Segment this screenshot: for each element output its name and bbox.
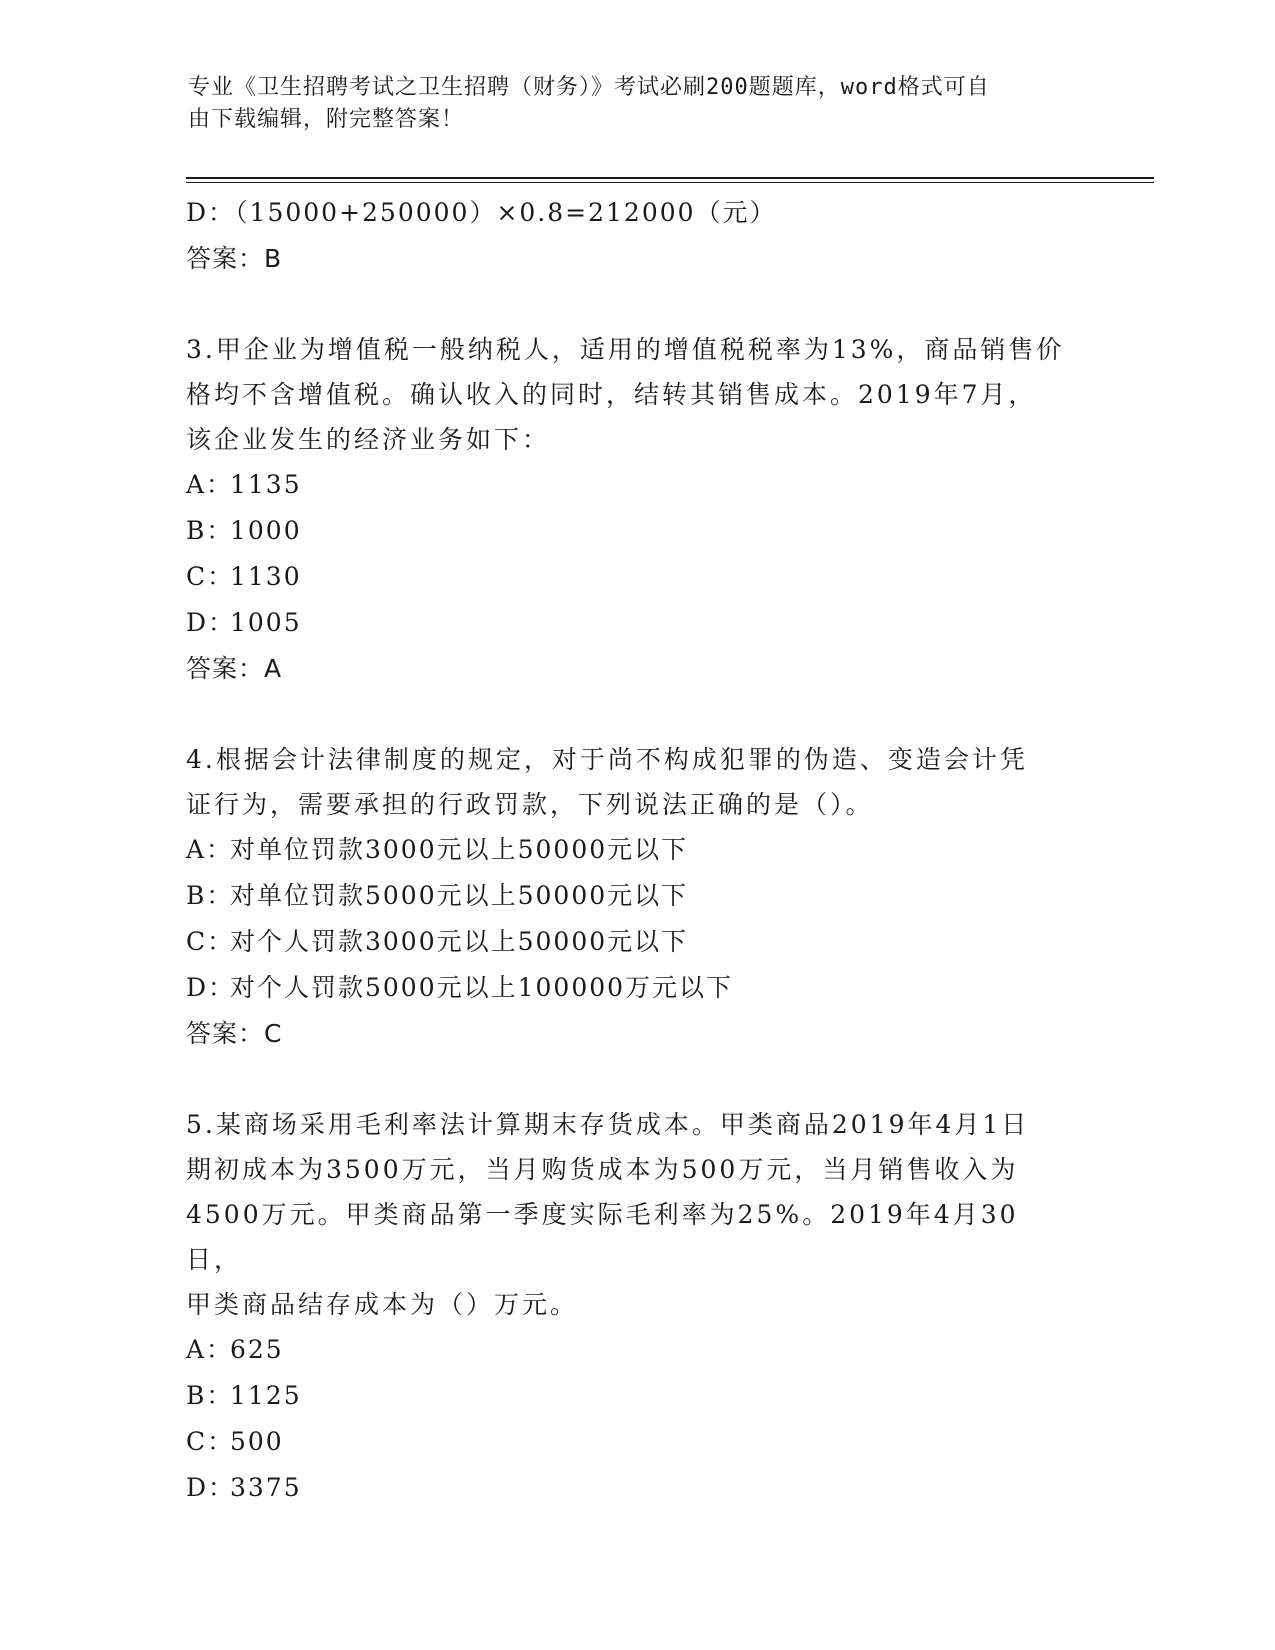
question-3	[186, 327, 1086, 692]
q3-stem-line-3: 该企业发生的经济业务如下：	[186, 425, 551, 454]
q4-stem-line-1: 4.根据会计法律制度的规定，对于尚不构成犯罪的伪造、变造会计凭	[186, 745, 1028, 774]
q3-option-a: A：1135	[186, 470, 302, 499]
q5-option-a: A：625	[186, 1335, 284, 1364]
q3-option-b: B：1000	[186, 516, 302, 545]
q3-stem-line-2: 格均不含增值税。确认收入的同时，结转其销售成本。2019年7月，	[186, 380, 1037, 409]
q5-stem-line-2: 期初成本为3500万元，当月购货成本为500万元，当月销售收入为	[186, 1155, 1019, 1184]
document-header	[188, 72, 1068, 136]
q5-stem-line-3: 4500万元。甲类商品第一季度实际毛利率为25%。2019年4月30日，	[186, 1200, 1019, 1274]
q5-option-c: C：500	[186, 1427, 284, 1456]
q4-option-c: C：对个人罚款3000元以上50000元以下	[186, 927, 689, 956]
q3-answer: 答案：A	[186, 654, 283, 683]
q3-option-d: D：1005	[186, 608, 302, 637]
q3-stem-line-1: 3.甲企业为增值税一般纳税人，适用的增值税税率为13%，商品销售价	[186, 335, 1065, 364]
q4-option-b: B：对单位罚款5000元以上50000元以下	[186, 881, 689, 910]
q5-option-b: B：1125	[186, 1381, 302, 1410]
q4-answer: 答案：C	[186, 1019, 283, 1048]
question-5	[186, 1102, 1086, 1511]
q5-stem-line-4: 甲类商品结存成本为（）万元。	[186, 1290, 579, 1319]
question-content	[186, 190, 1086, 1511]
q3-option-c: C：1130	[186, 562, 302, 591]
q4-stem-line-2: 证行为，需要承担的行政罚款，下列说法正确的是（）。	[186, 790, 874, 819]
header-divider-thick	[186, 177, 1154, 179]
q4-option-d: D：对个人罚款5000元以上100000万元以下	[186, 973, 734, 1002]
header-line-2: 由下载编辑，附完整答案！	[188, 107, 465, 132]
q5-stem-line-1: 5.某商场采用毛利率法计算期末存货成本。甲类商品2019年4月1日	[186, 1110, 1030, 1139]
q2-option-d: D：（15000+250000）×0.8=212000（元）	[186, 198, 777, 227]
header-line-1: 专业《卫生招聘考试之卫生招聘（财务）》考试必刷200题题库，word格式可自	[188, 75, 990, 100]
header-divider-thin	[186, 182, 1154, 183]
q4-option-a: A：对单位罚款3000元以上50000元以下	[186, 835, 689, 864]
q5-option-d: D：3375	[186, 1473, 302, 1502]
question-4	[186, 737, 1086, 1057]
q2-answer: 答案：B	[186, 244, 283, 273]
